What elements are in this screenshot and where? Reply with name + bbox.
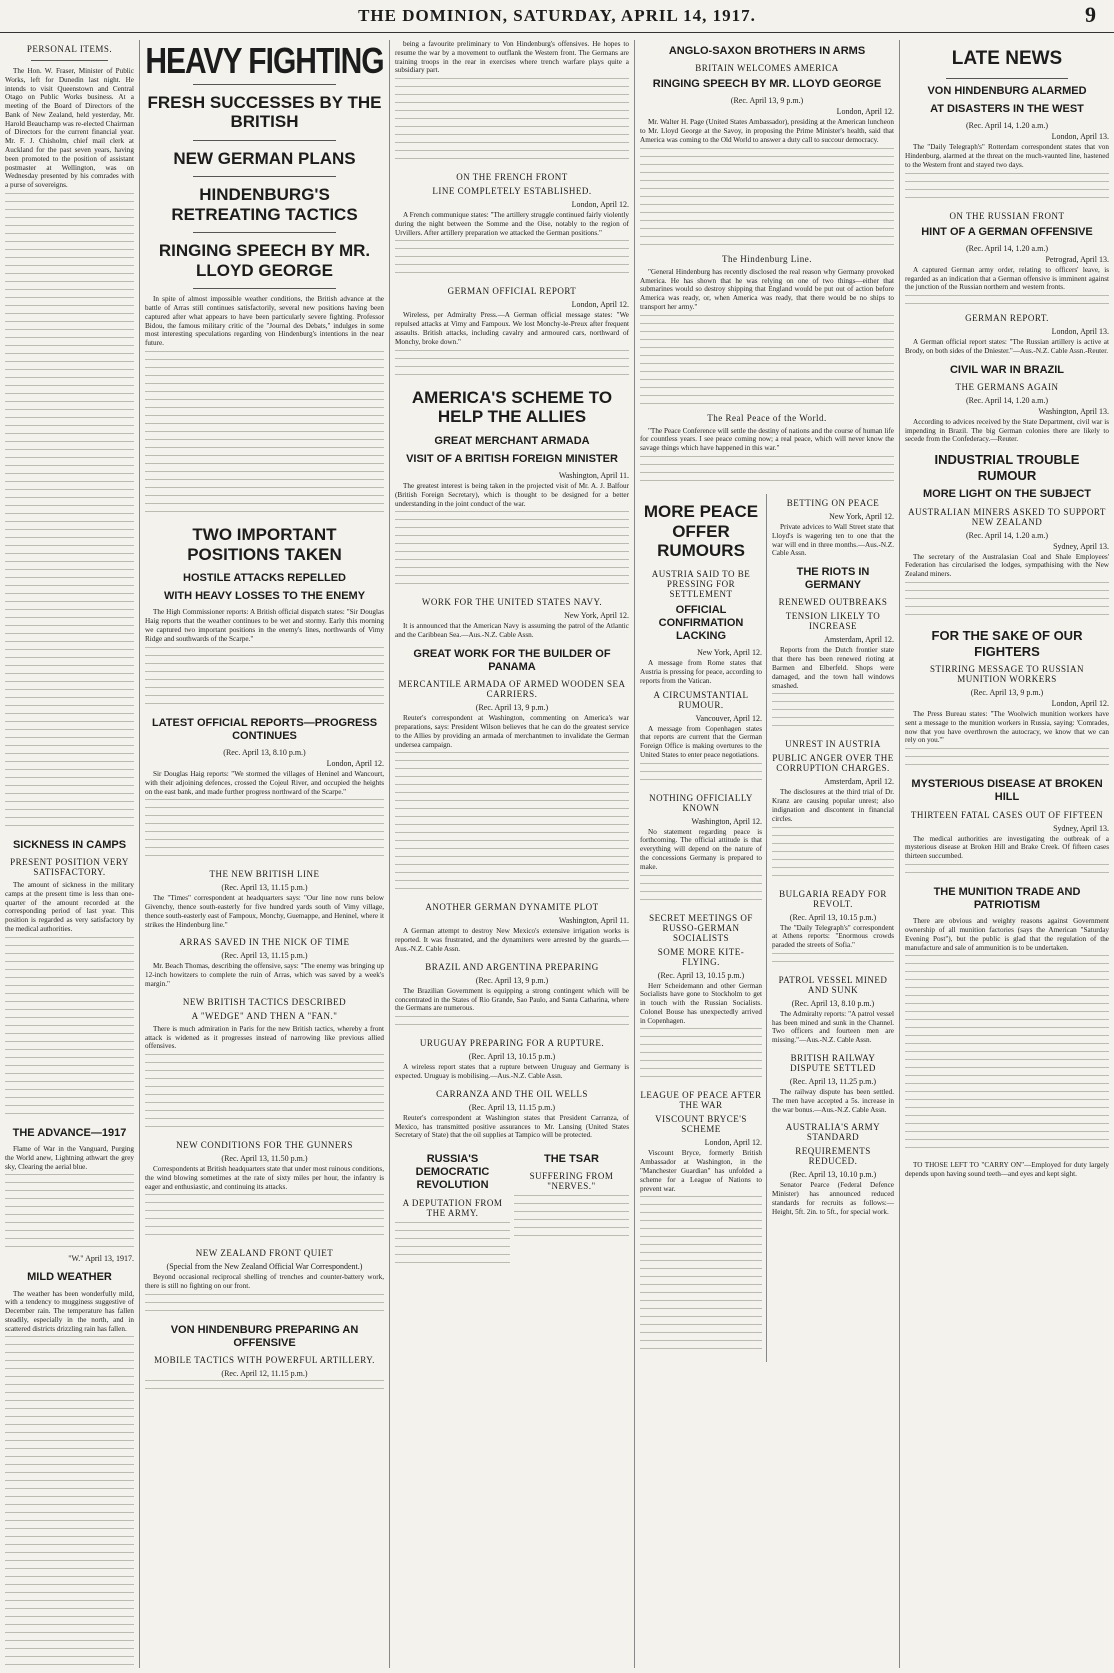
masthead — [0, 0, 1114, 33]
navy-headline: WORK FOR THE UNITED STATES NAVY. — [421, 597, 603, 608]
advance-heading: THE ADVANCE—1917 — [12, 1126, 127, 1139]
anglo-received: (Rec. April 13, 9 p.m.) — [730, 96, 804, 106]
fighters-article — [905, 628, 1109, 770]
army-subhead: REQUIREMENTS REDUCED. — [795, 1146, 871, 1167]
russia-article — [395, 1148, 510, 1270]
personal-items-heading: PERSONAL ITEMS. — [26, 44, 113, 54]
anglo-headline: ANGLO-SAXON BROTHERS IN ARMS — [668, 45, 866, 57]
line-received: (Rec. April 13, 11.15 p.m.) — [221, 883, 308, 893]
the-advance-poem — [5, 1127, 134, 1264]
broken-hill-dateline: Sydney, April 13. — [1053, 823, 1109, 833]
riots-subhead-2: TENSION LIKELY TO INCREASE — [785, 611, 881, 632]
nothing-known-article — [640, 793, 762, 905]
late-news-received: (Rec. April 14, 1.20 a.m.) — [966, 121, 1048, 131]
german-report-text: A German official report states: "The Russian artillery is active at Brody, on both sides of the Dniester."—Aus.-N.Z. Cable Assn.-Reuter. — [905, 338, 1109, 355]
brazil-argentina-article — [395, 962, 629, 1030]
bulgaria-article — [772, 889, 894, 967]
unrest-subhead: PUBLIC ANGER OVER THE CORRUPTION CHARGES. — [772, 753, 894, 774]
nz-subhead: (Special from the New Zealand Official War Correspondent.) — [166, 1262, 363, 1272]
closing-text: TO THOSE LEFT TO "CARRY ON"—Employed for duty largely depends upon having sound teeth—and eyes and kept sight. — [905, 1161, 1109, 1179]
anglo-saxon-article — [640, 45, 894, 486]
line-headline: THE NEW BRITISH LINE — [209, 869, 320, 880]
riots-dateline: Amsterdam, April 12. — [824, 635, 894, 645]
german-dateline: London, April 12. — [571, 300, 629, 310]
lead-subhead-1: FRESH SUCCESSES BY THE BRITISH — [147, 92, 382, 132]
fighters-headline: FOR THE SAKE OF OUR FIGHTERS — [931, 627, 1083, 659]
late-news-article — [905, 48, 1109, 203]
panama-text: Reuter's correspondent at Washington, commenting on America's war preparations, says: President Wilson believes that he can do the greatest service to the Allies by providing an armada of merchantmen to invalidate the German undersea campaign. — [395, 714, 629, 749]
uruguay-received: (Rec. April 13, 10.15 p.m.) — [468, 1052, 556, 1062]
gunners-text: Correspondents at British headquarters state that under most ruinous conditions, the wind blowing sometimes at the rate of sixty miles per hour, the infantry is eager and enthusiastic, and continuing its attacks. — [145, 1165, 384, 1191]
nz-headline: NEW ZEALAND FRONT QUIET — [195, 1248, 334, 1259]
uruguay-article — [395, 1038, 629, 1081]
column-4-split — [640, 494, 894, 1362]
navy-text: It is announced that the American Navy is assuming the patrol of the Atlantic and the Caribbean Sea.—Aus.-N.Z. Cable Assn. — [395, 622, 629, 640]
two-positions-article — [145, 525, 384, 709]
dynamite-dateline: Washington, April 11. — [558, 916, 629, 926]
closing-notice — [905, 1161, 1109, 1179]
broken-hill-subhead: THIRTEEN FATAL CASES OUT OF FIFTEEN — [910, 809, 1104, 820]
late-news-subhead-2: AT DISASTERS IN THE WEST — [930, 103, 1084, 116]
circumstantial-headline: A CIRCUMSTANTIAL RUMOUR. — [653, 689, 749, 710]
nothing-text: No statement regarding peace is forthcoming. The official attitude is that everything will depend on the nature of the concessions Germany is prepared to make. — [640, 827, 762, 871]
uruguay-headline: URUGUAY PREPARING FOR A RUPTURE. — [419, 1038, 605, 1049]
personal-items — [5, 44, 134, 831]
french-dateline: London, April 12. — [571, 200, 629, 210]
weather-text: The weather has been wonderfully mild, with a tendency to mugginess suggestive of December rain. The temperature has fallen steadily, especially in the north, and in scattered districts drizzling rain has fallen. — [5, 1289, 134, 1333]
hindenburg-headline: VON HINDENBURG PREPARING AN OFFENSIVE — [170, 1324, 359, 1350]
page-number: 9 — [1085, 2, 1096, 27]
panama-headline: GREAT WORK FOR THE BUILDER OF PANAMA — [413, 647, 611, 674]
intro-text: being a favourite preliminary to Von Hindenburg's offensives. He hopes to resume the war by a movement to outflank the Western front. The Germans are training troops in the rear in exercises where trench warfare plays quite a subsidiary part. — [395, 40, 629, 75]
nothing-dateline: Washington, April 12. — [691, 816, 762, 826]
lead-subhead-3: HINDENBURG'S RETREATING TACTICS — [171, 185, 358, 224]
sickness-in-camps — [5, 839, 134, 1119]
french-headline: ON THE FRENCH FRONT — [456, 172, 568, 183]
russian-subhead: HINT OF A GERMAN OFFENSIVE — [921, 225, 1093, 238]
german-report-dateline: London, April 13. — [1051, 327, 1109, 337]
nz-front-article — [145, 1248, 384, 1316]
hindenburg-line-subhead: The Hindenburg Line. — [721, 253, 813, 264]
tsar-headline: THE TSAR — [544, 1153, 599, 1166]
betting-article — [772, 498, 894, 558]
america-subhead-1: GREAT MERCHANT ARMADA — [434, 434, 590, 447]
hindenburg-offensive-article — [145, 1324, 384, 1394]
unrest-headline: UNREST IN AUSTRIA — [785, 739, 881, 750]
civil-war-dateline: Washington, April 13. — [1038, 406, 1109, 416]
civil-war-received: (Rec. April 14, 1.20 a.m.) — [966, 395, 1048, 405]
carranza-headline: CARRANZA AND THE OIL WELLS — [436, 1088, 588, 1099]
broken-hill-headline: MYSTERIOUS DISEASE AT BROKEN HILL — [911, 778, 1103, 804]
army-standard-article — [772, 1122, 894, 1216]
us-navy-article — [395, 597, 629, 640]
confirm-text: A message from Rome states that Austria is pressing for peace, according to reports from the Vatican. — [640, 659, 762, 685]
real-peace-text: "The Peace Conference will settle the destiny of nations and the course of human life for countless years. I see peace coming now; a real peace, which will never know the savage things which have happened in this war." — [640, 426, 894, 453]
late-news-subhead-1: VON HINDENBURG ALARMED — [927, 84, 1087, 97]
german-report-article — [395, 286, 629, 379]
latest-headline: LATEST OFFICIAL REPORTS—PROGRESS CONTINUES — [151, 716, 378, 742]
munition-headline: THE MUNITION TRADE AND PATRIOTISM — [933, 885, 1081, 912]
fighters-dateline: London, April 12. — [1051, 699, 1109, 709]
america-dateline: Washington, April 11. — [558, 471, 629, 481]
sickness-text: The amount of sickness in the military camps at the present time is less than one-quarter of the amount recorded at the corresponding period of last year. This position is regarded as very satisfactory by the medical authorities. — [5, 881, 134, 934]
league-text: Viscount Bryce, formerly British Ambassador at Washington, in the "Manchester Guardian" has unfolded a scheme for a League of Nations to prevent war. — [640, 1149, 762, 1193]
british-tactics-article — [145, 997, 384, 1132]
civil-war-subhead: THE GERMANS AGAIN — [955, 381, 1059, 392]
anglo-dateline: London, April 12. — [836, 107, 894, 117]
lead-subhead-4: RINGING SPEECH BY MR. LLOYD GEORGE — [158, 241, 371, 280]
railway-dispute-article — [772, 1053, 894, 1114]
latest-text: Sir Douglas Haig reports: "We stormed the villages of Heninel and Wancourt, with their adjoining defences, crossed the Cojeul River, and occupied the heights on the east bank, and made further progress northward of the Scarpe." — [145, 769, 384, 796]
trouble-headline: INDUSTRIAL TROUBLE RUMOUR — [934, 452, 1080, 483]
patrol-vessel-article — [772, 975, 894, 1045]
dynamite-plot-article — [395, 902, 629, 953]
lead-subhead-2: NEW GERMAN PLANS — [173, 148, 356, 168]
league-dateline: London, April 12. — [704, 1138, 762, 1148]
rumours-subhead: AUSTRIA SAID TO BE PRESSING FOR SETTLEMENT — [651, 568, 751, 599]
arras-received: (Rec. April 13, 11.15 p.m.) — [221, 951, 308, 961]
carranza-text: Reuter's correspondent at Washington states that President Carranza, of Mexico, has transmitted positive assurances to Mr. Lansing (United States Secretary of State) that the oil supplies at Tampico will be protected. — [395, 1113, 629, 1140]
arras-headline: ARRAS SAVED IN THE NICK OF TIME — [179, 937, 350, 948]
secret-received: (Rec. April 13, 10.15 p.m.) — [657, 970, 745, 980]
peace-rumours-article — [640, 502, 762, 785]
french-text: A French communique states: "The artillery struggle continued fairly violently during the night between the Somme and the Oise, notably to the region of Urvillers. After artillery preparation we attacked the German positions." — [395, 211, 629, 237]
positions-headline: TWO IMPORTANT POSITIONS TAKEN — [187, 525, 342, 564]
nz-text: Beyond occasional reciprocal shelling of trenches and counter-battery work, there is still no fighting on our front. — [145, 1273, 384, 1291]
circumstantial-text: A message from Copenhagen states that reports are current that the German Foreign Office is making overtures to the United States to enter peace negotiations. — [640, 724, 762, 759]
tactics-subhead: A "WEDGE" AND THEN A "FAN." — [191, 1010, 338, 1021]
new-british-line-article — [145, 869, 384, 929]
lead-text: In spite of almost impossible weather conditions, the British advance at the battle of Arras still continues satisfactorily, several new positions having been captured after what appears to have been particularly severe fighting. Professor Bidou, the famous military critic of the "Journal des Debats," indulges in some most interesting speculations regarding von Hindenburg's intentions in the near future. — [145, 295, 384, 348]
russia-tsar-articles — [395, 1148, 629, 1270]
civil-war-headline: CIVIL WAR IN BRAZIL — [949, 363, 1065, 376]
carranza-received: (Rec. April 13, 11.15 p.m.) — [468, 1102, 556, 1112]
betting-dateline: New York, April 12. — [829, 511, 894, 521]
sickness-heading: SICKNESS IN CAMPS — [12, 838, 127, 851]
betting-headline: BETTING ON PEACE — [786, 497, 880, 508]
brazil-received: (Rec. April 13, 9 p.m.) — [475, 975, 549, 985]
french-subhead: LINE COMPLETELY ESTABLISHED. — [432, 186, 592, 197]
russian-front-article — [905, 211, 1109, 356]
riots-article — [772, 566, 894, 731]
civil-war-text: According to advices received by the State Department, civil war is impending in Brazil. The big German colonies there are likely to secede from the Confederacy.—Reuter. — [905, 417, 1109, 444]
hindenburg-received: (Rec. April 12, 11.15 p.m.) — [221, 1369, 308, 1379]
railway-headline: BRITISH RAILWAY DISPUTE SETTLED — [790, 1052, 876, 1073]
real-peace-subhead: The Real Peace of the World. — [707, 412, 827, 423]
late-news-text: The "Daily Telegraph's" Rotterdam correspondent states that von Hindenburg, alarmed at the threat on the much-vaunted line, hastened to the Western front and stayed two days. — [905, 143, 1109, 169]
russia-headline: RUSSIA'S DEMOCRATIC REVOLUTION — [415, 1153, 490, 1192]
fighters-subhead: STIRRING MESSAGE TO RUSSIAN MUNITION WORKERS — [930, 664, 1084, 685]
secret-meetings-article — [640, 913, 762, 1083]
riots-subhead-1: RENEWED OUTBREAKS — [778, 597, 888, 608]
sickness-subheading: PRESENT POSITION VERY SATISFACTORY. — [10, 857, 129, 878]
bulgaria-headline: BULGARIA READY FOR REVOLT. — [779, 888, 887, 909]
german-headline: GERMAN OFFICIAL REPORT — [447, 286, 577, 297]
column-4-left — [640, 494, 767, 1362]
arras-saved-article — [145, 937, 384, 988]
panama-subhead: MERCANTILE ARMADA OF ARMED WOODEN SEA CARRIERS. — [398, 679, 626, 700]
heavy-fighting-article — [145, 41, 384, 517]
hindenburg-continued — [395, 40, 629, 164]
league-of-peace-article — [640, 1090, 762, 1354]
masthead-title: THE DOMINION, SATURDAY, APRIL 14, 1917. — [358, 6, 756, 25]
positions-text: The High Commissioner reports: A British official dispatch states: "Sir Douglas Haig reports that the weather continues to be wet and stormy. Early this morning we captured two important positions in the enemy's lines, northwards of Vimy Ridge and southwards of the Scarpe." — [145, 608, 384, 643]
latest-reports-article — [145, 717, 384, 862]
secret-subhead: SOME MORE KITE-FLYING. — [657, 946, 745, 967]
positions-subhead-1: HOSTILE ATTACKS REPELLED — [183, 572, 346, 585]
army-headline: AUSTRALIA'S ARMY STANDARD — [785, 1122, 881, 1143]
broken-hill-text: The medical authorities are investigating the outbreak of a mysterious disease at Broken Hill and Brake Creek. Of fifteen cases thirteen succumbed. — [905, 834, 1109, 861]
munition-trade-article — [905, 886, 1109, 1154]
anglo-text: Mr. Walter H. Page (United States Ambassador), presiding at the American luncheon to Mr. Lloyd George at the Savoy, in proposing the Prime Minister's health, said that America was coming to the Old World to answer a duty call to succour democracy. — [640, 118, 894, 144]
arras-text: Mr. Beach Thomas, describing the offensive, says: "The enemy was bringing up 12-inch howitzers to complete the ruin of Arras, which was saved by a week's margin." — [145, 962, 384, 989]
german-report-headline: GERMAN REPORT. — [965, 313, 1049, 324]
unrest-dateline: Amsterdam, April 12. — [824, 777, 894, 787]
dynamite-headline: ANOTHER GERMAN DYNAMITE PLOT — [425, 902, 599, 913]
trouble-text: The secretary of the Australasian Coal and Shale Employees' Federation has circularised the lodges, sympathising with the New Zealand miners. — [905, 552, 1109, 579]
riots-text: Reports from the Dutch frontier state that there has been renewed rioting at Barmen and Elberfeld. Shops were damaged, and the town hall windows smashed. — [772, 646, 894, 690]
trouble-dateline: Sydney, April 13. — [1053, 541, 1109, 551]
confirm-headline: OFFICIAL CONFIRMATION LACKING — [658, 603, 744, 642]
industrial-trouble-article — [905, 452, 1109, 620]
unrest-austria-article — [772, 739, 894, 880]
positions-subhead-2: WITH HEAVY LOSSES TO THE ENEMY — [163, 590, 366, 603]
brazil-headline: BRAZIL AND ARGENTINA PREPARING — [425, 961, 599, 972]
panama-received: (Rec. April 13, 9 p.m.) — [475, 703, 549, 713]
confirm-dateline: New York, April 12. — [697, 648, 762, 658]
personal-items-text: The Hon. W. Fraser, Minister of Public Works, left for Dunedin last night. He intends to visit Queenstown and Central Otago on Public Works business. At a meeting of the Board of Directors of the Bank of New Zealand, held yesterday, Mr. Harold Beauchamp was re-elected Chairman of Directors for the current financial year. Mr. F. J. Chisholm, chief mail clerk at Auckland for the past seven years, having been promoted to the position of assistant postmaster at Wellington, was on Wednesday presented by his comrades with a purse of sovereigns. — [5, 67, 134, 190]
russian-headline: ON THE RUSSIAN FRONT — [949, 210, 1065, 221]
line-text: The "Times" correspondent at headquarters says: "Our line now runs below Givenchy, thence south-easterly for five hundred yards south of Vimy village, thence south-easterly east of Fampoux, Monchy, Guemappe, and Heninel, where it strikes the Hindenburg line." — [145, 894, 384, 929]
fighters-received: (Rec. April 13, 9 p.m.) — [970, 688, 1044, 698]
munition-text: There are obvious and weighty reasons against Government ownership of all munition factories (says the American "Saturday Evening Post"), but the public is glad that the regulation of the manufacture and sale of ammunition is to be undertaken. — [905, 917, 1109, 952]
russian-dateline: Petrograd, April 13. — [1045, 254, 1109, 264]
column-3 — [390, 40, 635, 1668]
carranza-article — [395, 1089, 629, 1140]
anglo-subhead-2: RINGING SPEECH BY MR. LLOYD GEORGE — [652, 78, 882, 91]
late-news-headline: LATE NEWS — [951, 48, 1063, 69]
panama-builder-article — [395, 648, 629, 895]
advance-poem-text: Flame of War in the Vanguard, Purging the World anew, Lightning athwart the grey sky, Clearing the aerial blue. — [5, 1145, 134, 1171]
america-text: The greatest interest is being taken in the projected visit of Mr. A. J. Balfour (British Foreign Secretary), which is thought to be designed for a better understanding in the joint conduct of the war. — [395, 482, 629, 508]
russia-subhead: A DEPUTATION FROM THE ARMY. — [402, 1197, 503, 1218]
america-headline: AMERICA'S SCHEME TO HELP THE ALLIES — [411, 387, 613, 427]
america-scheme-article — [395, 388, 629, 590]
civil-war-brazil-article — [905, 364, 1109, 445]
america-subhead-2: VISIT OF A BRITISH FOREIGN MINISTER — [406, 452, 618, 465]
column-4-right — [772, 494, 894, 1362]
broken-hill-article — [905, 778, 1109, 878]
latest-dateline: London, April 12. — [326, 758, 384, 768]
patrol-headline: PATROL VESSEL MINED AND SUNK — [778, 974, 888, 995]
secret-headline: SECRET MEETINGS OF RUSSO-GERMAN SOCIALISTS — [649, 912, 753, 943]
german-text: Wireless, per Admiralty Press.—A German official message states: "We repulsed attacks at Vimy and Fampoux. We lost Monchy-le-Preux after frequent assaults. British attacks, including cavalry and armoured cars, northward of Monchy, broke down." — [395, 311, 629, 346]
railway-text: The railway dispute has been settled. The men have accepted a 5s. increase in the war bonus.—Aus.-N.Z. Cable Assn. — [772, 1087, 894, 1114]
uruguay-text: A wireless report states that a rupture between Uruguay and Germany is expected. Uruguay is mobilising.—Aus.-N.Z. Cable Assn. — [395, 1063, 629, 1080]
gunners-received: (Rec. April 13, 11.50 p.m.) — [221, 1154, 308, 1164]
dynamite-text: A German attempt to destroy New Mexico's extensive irrigation works is reported. It was frustrated, and the dynamiters were arrested by the guards.—Aus.-N.Z. Cable Assn. — [395, 927, 629, 954]
bulgaria-text: The "Daily Telegraph's" correspondent at Athens reports: "Enormous crowds paraded the streets of Sofia." — [772, 923, 894, 950]
russian-received: (Rec. April 14, 1.20 a.m.) — [966, 243, 1048, 253]
trouble-received: (Rec. April 14, 1.20 a.m.) — [966, 530, 1048, 540]
russian-text: A captured German army order, relating to officers' leave, is regarded as an indication that a German offensive is imminent against the junction of the Russian northern and western fronts. — [905, 265, 1109, 292]
league-subhead: VISCOUNT BRYCE'S SCHEME — [655, 1114, 747, 1135]
fighters-text: The Press Bureau states: "The Woolwich munition workers have sent a message to the munition workers in Russia, saying: 'Comrades, now that you have overthrown the autocracy, we know that we can rely on you.'" — [905, 710, 1109, 745]
lead-headline: HEAVY FIGHTING — [145, 41, 384, 82]
late-news-dateline: London, April 13. — [1051, 132, 1109, 142]
column-1 — [0, 40, 140, 1668]
hindenburg-line-text: "General Hindenburg has recently disclosed the real reason why Germany provoked America. He has shown that he was relying on one of two things—either that submarines would so destroy shipping that England would be put out of action before America was ready, or, when America was ready, that there would be no ships to transport her army." — [640, 267, 894, 311]
gunners-headline: NEW CONDITIONS FOR THE GUNNERS — [176, 1140, 353, 1151]
column-2 — [140, 40, 390, 1668]
unrest-text: The disclosures at the third trial of Dr. Kranz are causing popular unrest; also indignation and discontent in financial circles. — [772, 788, 894, 823]
column-4 — [635, 40, 900, 1668]
circumstantial-dateline: Vancouver, April 12. — [695, 713, 762, 723]
secret-text: Herr Scheidemann and other German Socialists have gone to Stockholm to get in touch with the Russian Socialists. Colonel Bouse has unexpectedly arrived in Copenhagen. — [640, 981, 762, 1025]
army-received: (Rec. April 13, 10.10 p.m.) — [789, 1170, 877, 1180]
advance-signature: "W." April 13, 1917. — [68, 1254, 134, 1264]
railway-received: (Rec. April 13, 11.25 p.m.) — [789, 1076, 877, 1086]
nothing-headline: NOTHING OFFICIALLY KNOWN — [649, 792, 753, 813]
betting-text: Private advices to Wall Street state that Lloyd's is wagering ten to one that the war will end in three months.—Aus.-N.Z. Cable Assn. — [772, 522, 894, 558]
anglo-subhead-1: BRITAIN WELCOMES AMERICA — [695, 63, 839, 74]
navy-dateline: New York, April 12. — [564, 611, 629, 621]
trouble-subhead-1: MORE LIGHT ON THE SUBJECT — [922, 488, 1092, 501]
french-front-article — [395, 172, 629, 278]
trouble-subhead-2: AUSTRALIAN MINERS ASKED TO SUPPORT NEW ZEALAND — [908, 506, 1106, 527]
rumours-headline: MORE PEACE OFFER RUMOURS — [643, 501, 759, 561]
weather-heading: MILD WEATHER — [27, 1271, 112, 1284]
league-headline: LEAGUE OF PEACE AFTER THE WAR — [640, 1090, 762, 1111]
riots-headline: THE RIOTS IN GERMANY — [796, 566, 870, 592]
army-text: Senator Pearce (Federal Defence Minister) has announced reduced standards for recruits as follows:—Height, 5ft. 2in. to 5ft., for special work. — [772, 1181, 894, 1216]
latest-received: (Rec. April 13, 8.10 p.m.) — [223, 747, 306, 757]
brazil-text: The Brazilian Government is equipping a strong contingent which will be concentrated in the States of Rio Grande, Sao Paulo, and Santa Catharina, where the Germans are numerous. — [395, 986, 629, 1013]
tsar-subhead: SUFFERING FROM "NERVES." — [529, 1171, 614, 1192]
tactics-headline: NEW BRITISH TACTICS DESCRIBED — [182, 996, 347, 1007]
tactics-text: There is much admiration in Paris for the new British tactics, whereby a front attack is widened as it progresses instead of narrowing like previous allied offensives. — [145, 1024, 384, 1051]
patrol-received: (Rec. April 13, 8.10 p.m.) — [791, 998, 875, 1008]
gunners-article — [145, 1140, 384, 1240]
patrol-text: The Admiralty reports: "A patrol vessel has been mined and sunk in the Channel. Two officers and fourteen men are missing."—Aus.-N.Z. Cable Assn. — [772, 1009, 894, 1045]
column-5 — [900, 40, 1114, 1668]
tsar-article — [514, 1148, 629, 1270]
mild-weather — [5, 1271, 134, 1668]
bulgaria-received: (Rec. April 13, 10.15 p.m.) — [789, 912, 877, 922]
hindenburg-subhead: MOBILE TACTICS WITH POWERFUL ARTILLERY. — [154, 1355, 375, 1366]
